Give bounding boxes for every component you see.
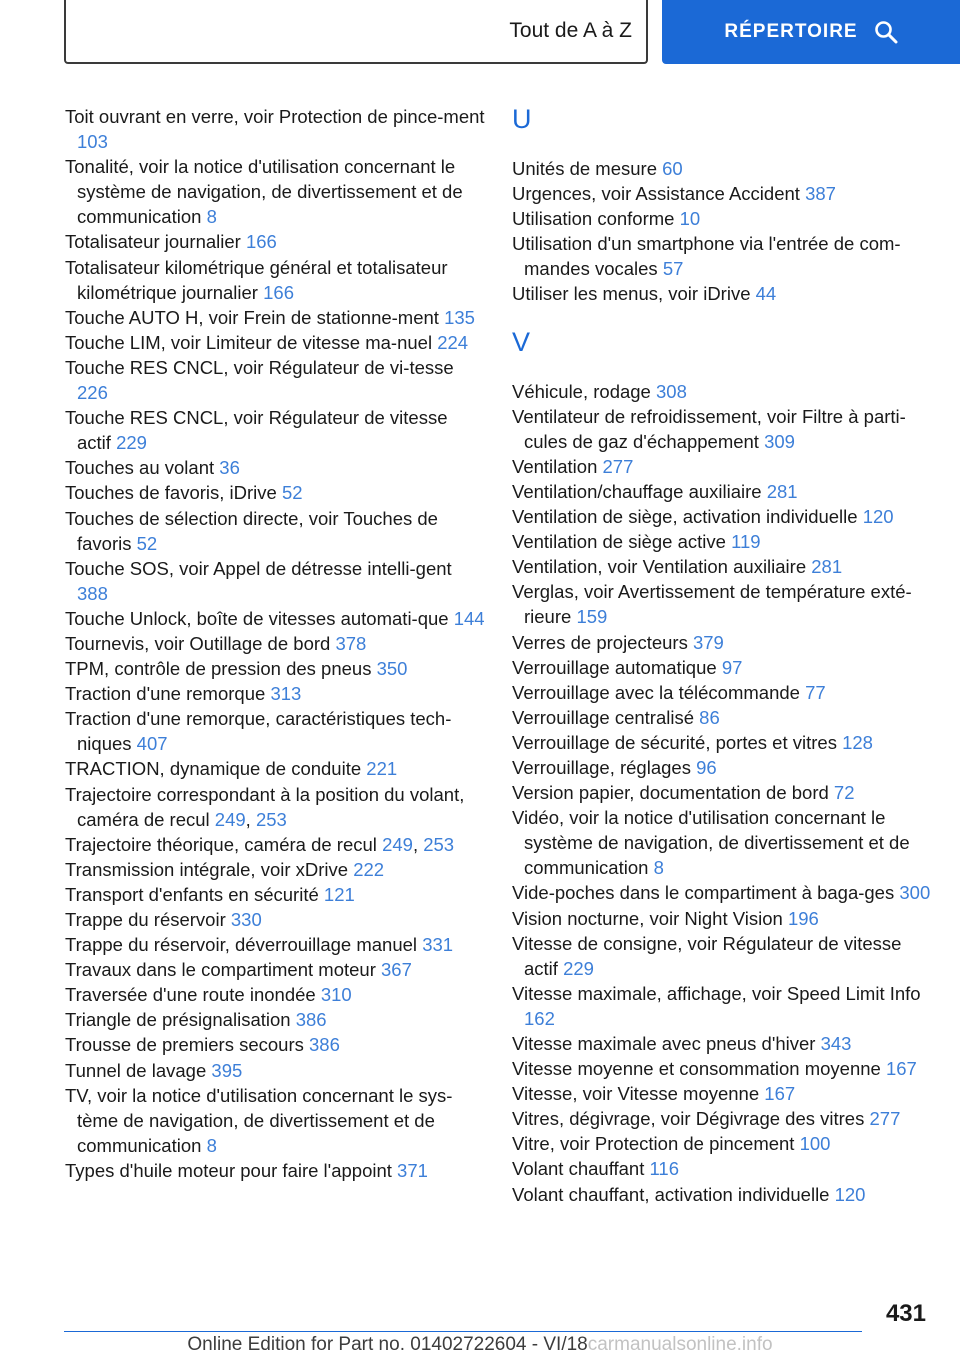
index-entry <box>512 454 932 479</box>
page-link[interactable]: 196 <box>787 907 819 929</box>
page-link[interactable]: 253 <box>255 808 287 830</box>
page-link[interactable]: 121 <box>323 883 355 905</box>
entry-text: Utilisation d'un smartphone via l'entrée de com-mandes vocales <box>512 233 901 280</box>
index-entry <box>512 504 932 529</box>
entry-text: Ventilation de siège active <box>512 531 726 553</box>
index-entry <box>65 255 485 305</box>
index-entry <box>512 931 932 981</box>
entry-text: Touches au volant <box>65 457 215 479</box>
index-entry <box>512 1106 932 1131</box>
page-link[interactable]: 367 <box>381 959 412 981</box>
page-link[interactable]: 100 <box>799 1133 831 1155</box>
page-link[interactable]: 226 <box>77 382 108 404</box>
index-entry <box>512 981 932 1031</box>
section-tab-label: Tout de A à Z <box>509 19 632 42</box>
index-entry <box>512 181 932 206</box>
index-entry <box>512 906 932 931</box>
edition-text: Online Edition for Part no. 01402722604 - VI/18 <box>187 1334 588 1355</box>
section-letter: V <box>512 326 531 357</box>
page-link[interactable]: 77 <box>805 681 826 703</box>
index-entry <box>512 579 932 629</box>
index-entry <box>512 156 932 181</box>
entry-text: Verrouillage, réglages <box>512 756 691 778</box>
entry-text: Vitres, dégivrage, voir Dégivrage des vitres <box>512 1108 865 1130</box>
entry-text: Touche RES CNCL, voir Régulateur de vitesse actif <box>65 407 448 454</box>
index-entry <box>512 554 932 579</box>
entry-text: Traction d'une remorque, caractéristiques tech-niques <box>65 708 452 755</box>
page-link[interactable]: 162 <box>524 1007 555 1029</box>
entry-text: Version papier, documentation de bord <box>512 782 829 804</box>
index-entry <box>65 1058 485 1083</box>
entry-text: Utiliser les menus, voir iDrive <box>512 283 751 305</box>
entry-text: Touches de sélection directe, voir Touches de favoris <box>65 507 438 554</box>
entry-text: Transmission intégrale, voir xDrive <box>65 858 349 880</box>
page-link[interactable]: 167 <box>764 1083 796 1105</box>
entry-text: Vidéo, voir la notice d'utilisation concernant le système de navigation, de divertissement et de communication <box>512 807 910 879</box>
index-entry <box>512 1031 932 1056</box>
page-link[interactable]: 308 <box>656 380 687 402</box>
entry-text: TV, voir la notice d'utilisation concernant le sys-tème de navigation, de divertissement et de communication <box>65 1084 453 1156</box>
entry-text: TPM, contrôle de pression des pneus <box>65 658 372 680</box>
index-entry <box>65 882 485 907</box>
index-entry <box>512 1056 932 1081</box>
index-entry <box>65 907 485 932</box>
index-entry <box>65 1083 485 1158</box>
entry-text: Ventilateur de refroidissement, voir Filtre à parti-cules de gaz d'échappement <box>512 405 906 452</box>
page-link[interactable]: 96 <box>696 756 717 778</box>
page-number: 431 <box>885 1300 926 1327</box>
entry-text: Touche Unlock, boîte de vitesses automati-que <box>65 607 449 629</box>
page-link[interactable]: 387 <box>805 183 836 205</box>
entry-text: Toit ouvrant en verre, voir Protection de pince-ment <box>65 106 485 127</box>
index-entry <box>65 405 485 455</box>
entry-text: Verglas, voir Avertissement de température exté-rieure <box>512 581 912 628</box>
index-entry <box>512 404 932 454</box>
page-link[interactable]: 120 <box>862 506 894 528</box>
entry-text: Traversée d'une route inondée <box>65 984 316 1006</box>
index-entry <box>65 355 485 405</box>
entry-text: Trappe du réservoir <box>65 909 226 930</box>
index-entry <box>65 305 485 330</box>
page-link[interactable]: 249 <box>382 833 413 855</box>
index-entry <box>512 805 932 880</box>
index-entry <box>65 706 485 756</box>
index-entry <box>65 656 485 681</box>
page-link[interactable]: 371 <box>397 1159 428 1181</box>
page-link[interactable]: 10 <box>679 208 701 230</box>
index-entry <box>512 655 932 680</box>
entry-text: Transport d'enfants en sécurité <box>65 883 319 905</box>
entry-text: Travaux dans le compartiment moteur <box>65 959 376 981</box>
page-link[interactable]: 44 <box>755 283 777 305</box>
index-entry <box>65 556 485 606</box>
page-link[interactable]: 229 <box>116 432 147 454</box>
page-link[interactable]: 249 <box>214 808 246 830</box>
index-entry <box>65 455 485 480</box>
entry-text: Trappe du réservoir, déverrouillage manuel <box>65 934 418 956</box>
page-link[interactable]: 144 <box>453 607 485 629</box>
page-link[interactable]: 253 <box>423 833 455 855</box>
index-entry <box>512 755 932 780</box>
page-link[interactable]: 86 <box>699 706 720 728</box>
index-entry <box>512 379 932 404</box>
index-entry <box>512 630 932 655</box>
index-entry <box>512 1081 932 1106</box>
page-link[interactable]: 331 <box>422 934 454 956</box>
index-entry <box>65 631 485 656</box>
entry-text: Verrouillage automatique <box>512 656 717 678</box>
watermark: carmanualsonline.info <box>587 1334 773 1355</box>
page-link[interactable]: 128 <box>842 731 873 753</box>
page-link[interactable]: 281 <box>766 480 798 502</box>
page-link[interactable]: 119 <box>731 531 761 553</box>
index-column-right <box>512 104 932 1207</box>
page-link[interactable]: 57 <box>662 258 684 280</box>
index-entry <box>65 1032 485 1057</box>
index-entry <box>512 1131 932 1156</box>
entry-text: Tournevis, voir Outillage de bord <box>65 632 331 654</box>
entry-text: Unités de mesure <box>512 158 657 179</box>
page-link[interactable]: 222 <box>353 858 385 880</box>
page-link[interactable]: 407 <box>136 733 168 755</box>
page-link[interactable]: 395 <box>211 1059 243 1081</box>
entry-text: Trajectoire théorique, caméra de recul <box>65 833 377 855</box>
index-entry <box>512 1182 932 1207</box>
entry-text: Vitesse, voir Vitesse moyenne <box>512 1083 760 1105</box>
index-entry <box>512 780 932 805</box>
index-entry <box>65 330 485 355</box>
page-link[interactable]: 8 <box>206 1134 217 1156</box>
page-link[interactable]: 386 <box>309 1034 340 1056</box>
section-tab[interactable] <box>64 0 648 64</box>
entry-text: Tunnel de lavage <box>65 1059 207 1081</box>
page-link[interactable]: 166 <box>263 281 294 303</box>
page-link[interactable]: 309 <box>764 430 795 452</box>
page-link[interactable]: 36 <box>219 457 240 479</box>
entry-text: Verrouillage centralisé <box>512 706 695 728</box>
index-tab-label: RÉPERTOIRE <box>724 21 858 42</box>
page-link[interactable]: 72 <box>833 782 855 804</box>
entry-text: Vision nocturne, voir Night Vision <box>512 907 783 929</box>
index-entry <box>512 730 932 755</box>
page-link[interactable]: 386 <box>295 1009 327 1031</box>
index-entry <box>512 705 932 730</box>
entry-text: Ventilation, voir Ventilation auxiliaire <box>512 556 807 578</box>
page-link[interactable]: 60 <box>662 158 683 179</box>
entry-text: Utilisation conforme <box>512 208 675 230</box>
index-entry <box>512 281 932 306</box>
entry-text: Touche LIM, voir Limiteur de vitesse ma-nuel <box>65 331 433 353</box>
index-entry <box>65 681 485 706</box>
page-link[interactable]: 300 <box>899 882 931 904</box>
entry-text: Volant chauffant, activation individuelle <box>512 1183 830 1205</box>
entry-text: Ventilation <box>512 455 598 477</box>
footer <box>0 1334 960 1356</box>
index-entry <box>65 229 485 254</box>
page-link[interactable]: 330 <box>230 909 262 930</box>
entry-text: Verres de projecteurs <box>512 631 688 653</box>
page-link[interactable]: 221 <box>366 758 398 780</box>
page-link[interactable]: 277 <box>602 455 634 477</box>
page-link[interactable]: 8 <box>206 206 217 228</box>
index-entry <box>65 857 485 882</box>
page-link[interactable]: 229 <box>563 957 594 979</box>
page-link[interactable]: 159 <box>576 606 608 628</box>
page-link[interactable]: 277 <box>869 1108 901 1130</box>
entry-text: Verrouillage de sécurité, portes et vitres <box>512 731 837 753</box>
page-link[interactable]: 310 <box>320 984 352 1006</box>
page-link[interactable]: 52 <box>281 482 303 504</box>
index-entry <box>512 479 932 504</box>
footer-rule <box>64 1331 862 1332</box>
entry-text: Traction d'une remorque <box>65 683 266 705</box>
entry-text: Volant chauffant <box>512 1158 645 1180</box>
entry-text: Touche AUTO H, voir Frein de stationne-ment <box>65 306 439 328</box>
page-link[interactable]: 343 <box>820 1033 852 1054</box>
page-link[interactable]: 135 <box>444 306 475 328</box>
index-entry: Trajectoire théorique, caméra de recul 249, 253 <box>65 833 455 855</box>
entry-text: Vitre, voir Protection de pincement <box>512 1133 795 1155</box>
entry-text: Véhicule, rodage <box>512 380 651 402</box>
index-column-left <box>65 104 485 1183</box>
entry-text: Vitesse maximale, affichage, voir Speed Limit Info <box>512 982 921 1004</box>
page-link[interactable]: 378 <box>335 632 367 654</box>
entry-text: Vitesse de consigne, voir Régulateur de vitesse actif <box>512 932 902 979</box>
index-entry <box>65 104 485 154</box>
entry-text: TRACTION, dynamique de conduite <box>65 758 362 780</box>
index-entry <box>65 957 485 982</box>
index-entry <box>65 1158 485 1183</box>
page-link[interactable]: 166 <box>245 231 277 253</box>
page-link[interactable]: 167 <box>885 1058 917 1080</box>
page-link[interactable]: 388 <box>77 582 108 604</box>
page-link[interactable]: 379 <box>692 631 724 653</box>
entry-text: Touche RES CNCL, voir Régulateur de vi-tesse <box>65 356 454 378</box>
index-entry: Trajectoire correspondant à la position du volant, caméra de recul 249, 253 <box>65 783 465 830</box>
entry-text: Trajectoire correspondant à la position du volant, caméra de recul <box>65 783 465 830</box>
search-icon[interactable] <box>874 20 898 44</box>
page-link[interactable]: 103 <box>77 131 108 153</box>
index-entry <box>65 606 485 631</box>
entry-text: Tonalité, voir la notice d'utilisation concernant le système de navigation, de divertissement et de communication <box>65 156 463 228</box>
entry-text: Triangle de présignalisation <box>65 1009 291 1031</box>
entry-text: Trousse de premiers secours <box>65 1034 304 1056</box>
entry-text: Vitesse moyenne et consommation moyenne <box>512 1058 881 1080</box>
index-entry <box>65 1007 485 1032</box>
index-entry <box>65 982 485 1007</box>
page-link[interactable]: 120 <box>834 1183 866 1205</box>
page-link[interactable]: 52 <box>136 532 158 554</box>
index-entry <box>65 756 485 781</box>
entry-text: Totalisateur journalier <box>65 231 241 253</box>
entry-text: Touches de favoris, iDrive <box>65 482 277 504</box>
index-entry <box>65 480 485 505</box>
index-entry <box>65 506 485 556</box>
section-letter: U <box>512 104 532 134</box>
page-link[interactable]: 281 <box>811 556 843 578</box>
entry-text: Ventilation/chauffage auxiliaire <box>512 480 762 502</box>
entry-text: Vitesse maximale avec pneus d'hiver <box>512 1033 816 1054</box>
entry-text: Urgences, voir Assistance Accident <box>512 183 800 205</box>
entry-text: Vide-poches dans le compartiment à baga-ges <box>512 882 895 904</box>
page-link[interactable]: 97 <box>721 656 743 678</box>
index-entry <box>65 932 485 957</box>
page-link[interactable]: 116 <box>649 1158 679 1180</box>
index-entry <box>512 231 932 281</box>
index-entry <box>512 880 932 905</box>
page-link[interactable]: 313 <box>270 683 302 705</box>
index-entry <box>512 529 932 554</box>
index-entry <box>65 154 485 229</box>
index-tab[interactable] <box>662 0 960 64</box>
page-link[interactable]: 224 <box>437 331 469 353</box>
entry-text: Touche SOS, voir Appel de détresse intelli-gent <box>65 557 452 579</box>
entry-text: Verrouillage avec la télécommande <box>512 681 800 703</box>
index-entry <box>512 1156 932 1181</box>
page-link[interactable]: 8 <box>653 857 664 879</box>
entry-text: Ventilation de siège, activation individuelle <box>512 506 858 528</box>
entry-text: Totalisateur kilométrique général et totalisateur kilométrique journalier <box>65 256 448 303</box>
page-link[interactable]: 350 <box>376 658 408 680</box>
index-entry <box>512 206 932 231</box>
index-entry <box>512 680 932 705</box>
entry-text: Types d'huile moteur pour faire l'appoint <box>65 1159 392 1181</box>
